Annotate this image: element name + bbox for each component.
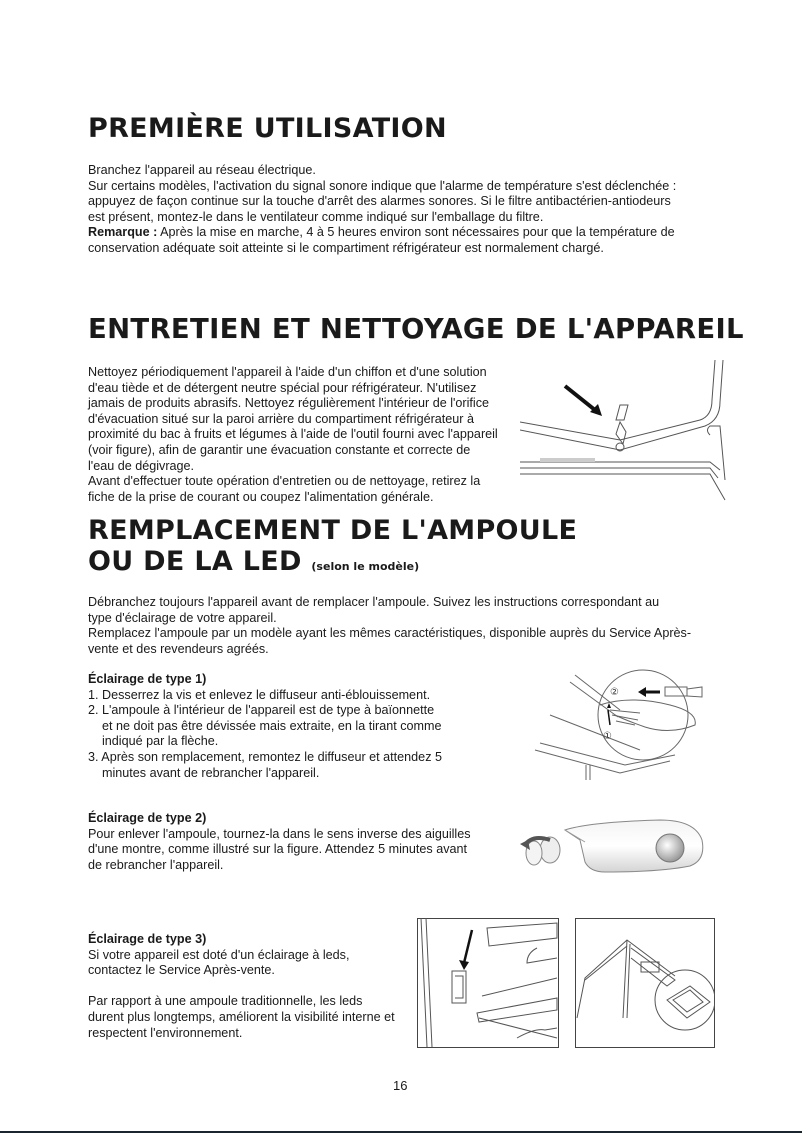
- text-line: Débranchez toujours l'appareil avant de remplacer l'ampoule. Suivez les instructions correspondant au: [88, 595, 660, 609]
- remark-line: [88, 225, 676, 241]
- text-line: d'une montre, comme illustré sur la figure. Attendez 5 minutes avant: [88, 842, 468, 857]
- text-line: Sur certains modèles, l'activation du signal sonore indique que l'alarme de température s'est déclenchée :: [88, 178, 677, 193]
- text-line: 2. L'ampoule à l'intérieur de l'appareil est de type à baïonnette: [88, 703, 435, 718]
- text-line: durent plus longtemps, améliorent la visibilité interne et: [88, 1009, 395, 1024]
- type3-led-figure-left: [417, 918, 559, 1048]
- text-line: appuyez de façon continue sur la touche d'arrêt des alarmes sonores. Si le filtre antibactérien-antiodeurs: [88, 194, 671, 209]
- text-line: proximité du bac à fruits et légumes à l'aide de l'outil fourni avec l'appareil: [88, 427, 498, 442]
- text-line: vente et des revendeurs agréés.: [88, 641, 269, 656]
- text-line: jamais de produits abrasifs. Nettoyez régulièrement l'intérieur de l'orifice: [88, 396, 489, 411]
- text-line: Nettoyez périodiquement l'appareil à l'aide d'un chiffon et d'une solution: [88, 365, 487, 379]
- remark-label: Remarque :: [88, 225, 158, 240]
- text-line: Par rapport à une ampoule traditionnelle, les leds: [88, 994, 363, 1009]
- text-line: Pour enlever l'ampoule, tournez-la dans le sens inverse des aiguilles: [88, 826, 471, 841]
- premiere-utilisation-text: [88, 163, 676, 257]
- section-title-entretien: ENTRETIEN ET NETTOYAGE DE L'APPAREIL: [88, 313, 744, 345]
- type2-bulb-figure: [510, 800, 720, 890]
- type1-bulb-figure: [530, 665, 730, 780]
- text-line: Remplacez l'ampoule par un modèle ayant les mêmes caractéristiques, disponible auprès du Service Après-: [88, 626, 692, 641]
- text-line: l'eau de dégivrage.: [88, 458, 195, 473]
- text-line: indiqué par la flèche.: [88, 734, 219, 749]
- text-line: d'évacuation situé sur la paroi arrière du compartiment réfrigérateur à: [88, 411, 475, 426]
- text-line: minutes avant de rebrancher l'appareil.: [88, 765, 320, 780]
- type3-block: [88, 932, 395, 1041]
- remark-text: Après la mise en marche, 4 à 5 heures environ sont nécessaires pour que la température de: [157, 225, 675, 240]
- ampoule-intro-text: [88, 595, 691, 657]
- type2-heading: Éclairage de type 2): [88, 811, 207, 825]
- text-line: Branchez l'appareil au réseau électrique.: [88, 163, 316, 177]
- step-2-label: ②: [610, 687, 619, 698]
- title-led: OU DE LA LED: [88, 546, 302, 577]
- text-line: type d'éclairage de votre appareil.: [88, 610, 277, 625]
- section-title-ampoule-line1: REMPLACEMENT DE L'AMPOULE: [88, 515, 578, 546]
- section-title-premiere-utilisation: PREMIÈRE UTILISATION: [88, 113, 447, 144]
- type3-heading: Éclairage de type 3): [88, 932, 207, 946]
- text-line: respectent l'environnement.: [88, 1025, 243, 1040]
- text-line: (voir figure), afin de garantir une évacuation constante et correcte de: [88, 442, 471, 457]
- type3-led-figure-right: [575, 918, 715, 1048]
- text-line: Avant d'effectuer toute opération d'entretien ou de nettoyage, retirez la: [88, 474, 481, 489]
- text-line: 1. Desserrez la vis et enlevez le diffuseur anti-éblouissement.: [88, 687, 431, 702]
- step-1-label: ①: [603, 731, 612, 742]
- text-line: de rebrancher l'appareil.: [88, 857, 224, 872]
- text-line: [88, 979, 395, 995]
- text-line: et ne doit pas être dévissée mais extraite, en la tirant comme: [88, 718, 442, 733]
- entretien-text: [88, 365, 498, 505]
- section-title-ampoule-line2: [88, 546, 419, 582]
- text-line: contactez le Service Après-vente.: [88, 963, 275, 978]
- title-note: (selon le modèle): [311, 560, 420, 573]
- page-number: 16: [393, 1078, 408, 1093]
- drain-cleaning-figure: [520, 360, 730, 505]
- text-line: Si votre appareil est doté d'un éclairage à leds,: [88, 947, 350, 962]
- text-line: conservation adéquate soit atteinte si le compartiment réfrigérateur est normalement chargé.: [88, 240, 604, 255]
- text-line: d'eau tiède et de détergent neutre spécial pour réfrigérateur. N'utilisez: [88, 380, 477, 395]
- type2-block: [88, 811, 471, 873]
- text-line: fiche de la prise de courant ou coupez l'alimentation générale.: [88, 489, 434, 504]
- type1-block: [88, 672, 442, 781]
- type1-heading: Éclairage de type 1): [88, 672, 207, 686]
- text-line: 3. Après son remplacement, remontez le diffuseur et attendez 5: [88, 749, 442, 764]
- text-line: est présent, montez-le dans le ventilateur comme indiqué sur l'emballage du filtre.: [88, 209, 544, 224]
